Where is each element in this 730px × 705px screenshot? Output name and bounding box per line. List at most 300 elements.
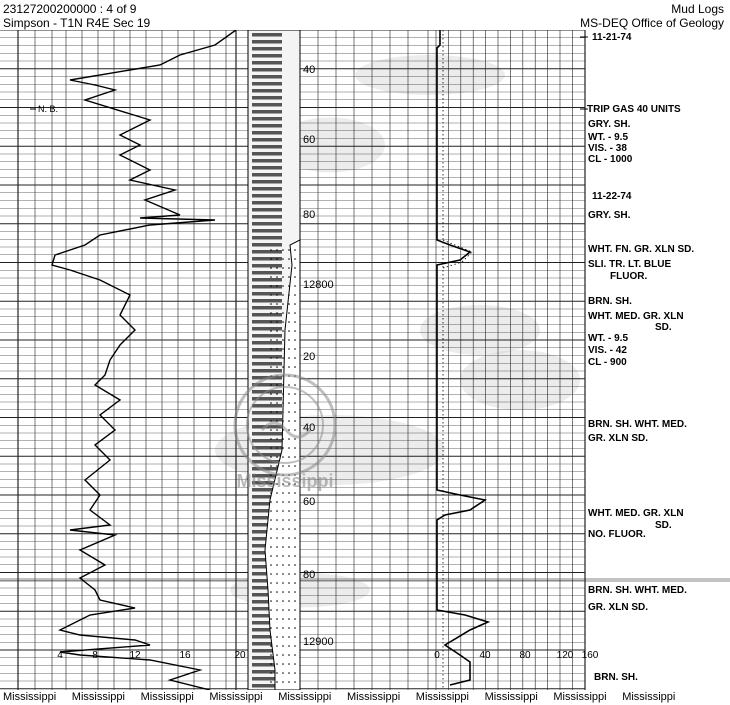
sand-dot xyxy=(270,249,272,251)
remark-line-8: WHT. FN. GR. XLN SD. xyxy=(588,244,695,255)
sand-dot xyxy=(294,285,296,287)
sand-dot xyxy=(288,600,290,602)
remark-line-12: WHT. MED. GR. XLN xyxy=(588,311,684,322)
sand-dot xyxy=(288,420,290,422)
sand-dot xyxy=(288,465,290,467)
sand-dot xyxy=(270,519,272,521)
sand-dot xyxy=(288,537,290,539)
sand-dot xyxy=(294,366,296,368)
shale-bar xyxy=(252,222,282,226)
right-scale-label: 120 xyxy=(556,650,574,661)
sand-dot xyxy=(276,438,278,440)
shale-bar xyxy=(252,124,282,128)
remark-line-9: SLI. TR. LT. BLUE xyxy=(588,259,672,270)
sand-dot xyxy=(294,600,296,602)
shale-bar xyxy=(252,96,282,100)
stain-4 xyxy=(460,350,580,410)
remark-line-4: VIS. - 38 xyxy=(588,143,627,154)
sand-dot xyxy=(276,357,278,359)
sand-dot xyxy=(276,447,278,449)
shale-bar xyxy=(252,404,282,408)
sand-dot xyxy=(288,564,290,566)
shale-bar xyxy=(252,278,282,282)
shale-bar xyxy=(252,117,282,121)
sand-dot xyxy=(276,573,278,575)
location-text: Simpson - T1N R4E Sec 19 xyxy=(3,16,151,30)
sand-dot xyxy=(294,438,296,440)
sand-dot xyxy=(270,357,272,359)
sand-dot xyxy=(288,555,290,557)
sand-dot xyxy=(288,330,290,332)
nb-label: N. B. xyxy=(38,104,59,114)
shale-bar xyxy=(252,47,282,51)
sand-dot xyxy=(294,294,296,296)
sand-dot xyxy=(294,393,296,395)
sand-dot xyxy=(282,627,284,629)
sand-dot xyxy=(282,438,284,440)
drill-rate-curve xyxy=(52,30,236,690)
remark-line-2: GRY. SH. xyxy=(588,119,631,130)
sand-dot xyxy=(276,393,278,395)
sand-dot xyxy=(282,654,284,656)
sand-dot xyxy=(270,402,272,404)
sand-dot xyxy=(288,654,290,656)
shale-bar xyxy=(252,229,282,233)
sand-dot xyxy=(288,402,290,404)
remark-line-1: TRIP GAS 40 UNITS xyxy=(587,104,681,115)
sand-dot xyxy=(270,672,272,674)
sand-dot xyxy=(270,600,272,602)
sand-dot xyxy=(276,609,278,611)
sand-dot xyxy=(270,312,272,314)
sand-dot xyxy=(294,402,296,404)
remark-line-24: BRN. SH. xyxy=(594,672,638,683)
sand-dot xyxy=(270,267,272,269)
depth-label-60: 60 xyxy=(303,496,316,508)
sand-dot xyxy=(282,393,284,395)
sand-dot xyxy=(282,420,284,422)
sand-dot xyxy=(282,645,284,647)
sand-dot xyxy=(270,285,272,287)
sand-dot xyxy=(294,537,296,539)
remark-line-0: 11-21-74 xyxy=(592,32,632,43)
sand-dot xyxy=(288,627,290,629)
sand-dot xyxy=(276,591,278,593)
sand-dot xyxy=(294,663,296,665)
sand-dot xyxy=(276,627,278,629)
sand-dot xyxy=(270,411,272,413)
sand-dot xyxy=(276,564,278,566)
sand-dot xyxy=(270,654,272,656)
sand-dot xyxy=(270,348,272,350)
sand-dot xyxy=(294,564,296,566)
sand-dot xyxy=(270,681,272,683)
sand-dot xyxy=(282,258,284,260)
sand-dot xyxy=(282,591,284,593)
sand-dot xyxy=(270,501,272,503)
sand-dot xyxy=(294,573,296,575)
shale-bar xyxy=(252,131,282,135)
depth-label-12900: 12900 xyxy=(303,636,334,648)
sand-dot xyxy=(270,321,272,323)
remark-line-13: SD. xyxy=(655,322,672,333)
sand-dot xyxy=(270,582,272,584)
sand-dot xyxy=(276,312,278,314)
sand-dot xyxy=(288,438,290,440)
sand-dot xyxy=(288,357,290,359)
sand-dot xyxy=(288,456,290,458)
right-scale-label: 40 xyxy=(479,650,491,661)
footer-watermark-strip xyxy=(0,690,730,705)
sand-dot xyxy=(282,267,284,269)
sand-dot xyxy=(270,429,272,431)
sand-dot xyxy=(270,438,272,440)
sand-dot xyxy=(282,582,284,584)
sand-dot xyxy=(288,528,290,530)
sand-dot xyxy=(294,447,296,449)
sand-dot xyxy=(294,528,296,530)
sand-dot xyxy=(294,384,296,386)
sand-dot xyxy=(270,492,272,494)
sand-dot xyxy=(288,384,290,386)
sand-dot xyxy=(270,447,272,449)
shale-bar xyxy=(252,236,282,240)
sand-dot xyxy=(282,555,284,557)
sand-dot xyxy=(288,267,290,269)
sand-dot xyxy=(288,285,290,287)
sand-dot xyxy=(276,555,278,557)
sand-dot xyxy=(282,456,284,458)
sand-dot xyxy=(288,276,290,278)
mud-log-image xyxy=(0,30,730,690)
remark-line-15: VIS. - 42 xyxy=(588,345,627,356)
sand-dot xyxy=(270,555,272,557)
sand-dot xyxy=(288,321,290,323)
shale-bar xyxy=(252,187,282,191)
sand-dot xyxy=(276,366,278,368)
sand-dot xyxy=(276,384,278,386)
sand-dot xyxy=(270,546,272,548)
sand-dot xyxy=(282,546,284,548)
shale-bar xyxy=(252,82,282,86)
sand-dot xyxy=(294,555,296,557)
sand-dot xyxy=(270,384,272,386)
sand-dot xyxy=(282,366,284,368)
remark-line-21: NO. FLUOR. xyxy=(588,529,646,540)
sand-dot xyxy=(282,339,284,341)
sand-dot xyxy=(270,618,272,620)
sand-dot xyxy=(294,654,296,656)
sand-dot xyxy=(270,258,272,260)
shale-bar xyxy=(252,110,282,114)
sand-dot xyxy=(282,501,284,503)
sand-dot xyxy=(276,681,278,683)
remark-line-18: GR. XLN SD. xyxy=(588,433,649,444)
shale-bar xyxy=(252,208,282,212)
sand-dot xyxy=(282,492,284,494)
sand-dot xyxy=(288,249,290,251)
sand-dot xyxy=(288,636,290,638)
sand-dot xyxy=(288,303,290,305)
sand-dot xyxy=(282,348,284,350)
sand-dot xyxy=(294,627,296,629)
sand-dot xyxy=(276,492,278,494)
shale-bar xyxy=(252,68,282,72)
footer-watermark-item: Mississippi xyxy=(71,691,125,703)
sand-dot xyxy=(276,348,278,350)
sand-dot xyxy=(270,294,272,296)
sand-dot xyxy=(294,465,296,467)
shale-bar xyxy=(252,341,282,345)
depth-label-40: 40 xyxy=(303,64,316,76)
sand-dot xyxy=(294,348,296,350)
sand-dot xyxy=(270,465,272,467)
shale-bar xyxy=(252,271,282,275)
sand-dot xyxy=(282,609,284,611)
shale-bar xyxy=(252,180,282,184)
shale-bar xyxy=(252,103,282,107)
remark-line-14: WT. - 9.5 xyxy=(588,333,629,344)
sand-dot xyxy=(288,519,290,521)
sand-dot xyxy=(282,285,284,287)
shale-bar xyxy=(252,159,282,163)
sand-dot xyxy=(276,420,278,422)
sand-dot xyxy=(282,276,284,278)
sand-dot xyxy=(282,357,284,359)
sand-dot xyxy=(294,303,296,305)
sand-dot xyxy=(288,573,290,575)
sand-dot xyxy=(270,339,272,341)
remark-line-23: GR. XLN SD. xyxy=(588,602,649,613)
sand-dot xyxy=(282,402,284,404)
sand-dot xyxy=(294,429,296,431)
sand-dot xyxy=(276,519,278,521)
sand-dot xyxy=(276,411,278,413)
shale-bar xyxy=(252,40,282,44)
sand-dot xyxy=(294,330,296,332)
doc-type-text: Mud Logs xyxy=(671,2,724,16)
sand-dot xyxy=(288,501,290,503)
sand-dot xyxy=(270,636,272,638)
sand-dot xyxy=(288,663,290,665)
shale-bar xyxy=(252,173,282,177)
seal-watermark-text: Mississippi xyxy=(236,471,334,491)
sand-dot xyxy=(270,609,272,611)
footer-watermark-item: Mississippi xyxy=(553,691,607,703)
remark-line-10: FLUOR. xyxy=(610,271,648,282)
sand-dot xyxy=(288,510,290,512)
right-scale-label: 0 xyxy=(434,650,440,661)
shale-bar xyxy=(252,61,282,65)
sand-dot xyxy=(282,330,284,332)
sand-dot xyxy=(294,636,296,638)
sand-dot xyxy=(294,582,296,584)
sand-dot xyxy=(270,393,272,395)
sand-dot xyxy=(276,249,278,251)
sand-dot xyxy=(288,492,290,494)
sand-dot xyxy=(276,402,278,404)
sand-dot xyxy=(282,672,284,674)
sand-dot xyxy=(294,276,296,278)
depth-label-60: 60 xyxy=(303,134,316,146)
sand-dot xyxy=(276,663,278,665)
left-scale-label: 20 xyxy=(234,650,246,661)
sand-dot xyxy=(276,321,278,323)
remark-line-6: 11-22-74 xyxy=(592,191,632,202)
remark-line-17: BRN. SH. WHT. MED. xyxy=(588,419,687,430)
sand-dot xyxy=(276,285,278,287)
sand-dot xyxy=(276,618,278,620)
remark-line-7: GRY. SH. xyxy=(588,210,631,221)
scan-band xyxy=(0,578,730,582)
sand-dot xyxy=(270,420,272,422)
footer-watermark-item: Mississippi xyxy=(484,691,538,703)
shale-bar xyxy=(252,54,282,58)
sand-dot xyxy=(288,366,290,368)
sand-dot xyxy=(288,312,290,314)
footer-watermark-item: Mississippi xyxy=(415,691,469,703)
sand-dot xyxy=(282,636,284,638)
lithology-column xyxy=(248,30,300,690)
sand-dot xyxy=(294,456,296,458)
sand-dot xyxy=(288,447,290,449)
sand-dot xyxy=(294,267,296,269)
sand-dot xyxy=(276,582,278,584)
sand-dot xyxy=(270,276,272,278)
sand-dot xyxy=(294,618,296,620)
sand-dot xyxy=(276,528,278,530)
sand-dot xyxy=(276,330,278,332)
sand-dot xyxy=(276,672,278,674)
shale-bar xyxy=(252,215,282,219)
sand-dot xyxy=(270,528,272,530)
sand-dot xyxy=(294,258,296,260)
shale-bar xyxy=(252,33,282,37)
depth-label-40: 40 xyxy=(303,422,316,434)
sand-dot xyxy=(288,546,290,548)
footer-watermark-item: Mississippi xyxy=(347,691,401,703)
shale-bar xyxy=(252,201,282,205)
shale-bar xyxy=(252,362,282,366)
sand-dot xyxy=(282,681,284,683)
sand-dot xyxy=(276,600,278,602)
sand-dot xyxy=(276,429,278,431)
sand-dot xyxy=(276,339,278,341)
shale-bar xyxy=(252,166,282,170)
sand-dot xyxy=(294,420,296,422)
sand-dot xyxy=(294,609,296,611)
remark-line-3: WT. - 9.5 xyxy=(588,132,629,143)
remark-line-19: WHT. MED. GR. XLN xyxy=(588,508,684,519)
sand-dot xyxy=(294,672,296,674)
sand-dot xyxy=(282,384,284,386)
sand-dot xyxy=(282,519,284,521)
sand-dot xyxy=(288,339,290,341)
sand-dot xyxy=(276,645,278,647)
sand-dot xyxy=(276,501,278,503)
sand-dot xyxy=(276,258,278,260)
sand-dot xyxy=(294,501,296,503)
stain-2 xyxy=(420,305,540,355)
footer-watermark-item: Mississippi xyxy=(140,691,194,703)
sand-dot xyxy=(282,663,284,665)
sand-dot xyxy=(282,573,284,575)
right-scale-label: 160 xyxy=(581,650,599,661)
shale-bar xyxy=(252,453,282,457)
sand-dot xyxy=(282,294,284,296)
sand-dot xyxy=(288,258,290,260)
sand-dot xyxy=(276,303,278,305)
shale-bar xyxy=(252,75,282,79)
sand-dot xyxy=(276,537,278,539)
sand-dot xyxy=(294,591,296,593)
sand-dot xyxy=(282,249,284,251)
sand-dot xyxy=(288,609,290,611)
sand-dot xyxy=(270,510,272,512)
sand-dot xyxy=(288,294,290,296)
sand-dot xyxy=(270,303,272,305)
left-scale-label: 4 xyxy=(57,650,63,661)
shale-bar xyxy=(252,369,282,373)
sand-dot xyxy=(282,312,284,314)
remark-line-20: SD. xyxy=(655,520,672,531)
shale-bar xyxy=(252,334,282,338)
remark-line-16: CL - 900 xyxy=(588,357,627,368)
remark-line-11: BRN. SH. xyxy=(588,296,632,307)
sand-dot xyxy=(270,627,272,629)
sand-dot xyxy=(294,357,296,359)
sand-dot xyxy=(276,456,278,458)
sand-dot xyxy=(276,510,278,512)
depth-label-12800: 12800 xyxy=(303,279,334,291)
shale-bar xyxy=(252,264,282,268)
sand-dot xyxy=(294,645,296,647)
sand-dot xyxy=(294,312,296,314)
shale-bar xyxy=(252,145,282,149)
remarks-column xyxy=(580,32,694,683)
shale-bar xyxy=(252,138,282,142)
shale-bar xyxy=(252,432,282,436)
shale-bar xyxy=(252,243,282,247)
sand-dot xyxy=(282,528,284,530)
sand-dot xyxy=(276,636,278,638)
sand-dot xyxy=(294,510,296,512)
sand-dot xyxy=(288,348,290,350)
sand-dot xyxy=(270,456,272,458)
footer-watermark-item: Mississippi xyxy=(622,691,676,703)
office-text: MS-DEQ Office of Geology xyxy=(580,16,724,30)
sand-dot xyxy=(294,492,296,494)
sand-dot xyxy=(270,366,272,368)
sand-dot xyxy=(294,546,296,548)
sand-dot xyxy=(276,654,278,656)
sand-dot xyxy=(282,537,284,539)
sand-dot xyxy=(288,582,290,584)
sand-dot xyxy=(288,672,290,674)
shale-bar xyxy=(252,299,282,303)
sand-dot xyxy=(294,249,296,251)
sand-dot xyxy=(282,618,284,620)
sand-dot xyxy=(294,321,296,323)
sand-dot xyxy=(288,618,290,620)
sand-dot xyxy=(294,339,296,341)
sand-dot xyxy=(288,411,290,413)
remark-line-22: BRN. SH. WHT. MED. xyxy=(588,585,687,596)
sand-dot xyxy=(276,267,278,269)
shale-bar xyxy=(252,194,282,198)
sand-dot xyxy=(282,321,284,323)
left-scale-label: 8 xyxy=(92,650,98,661)
